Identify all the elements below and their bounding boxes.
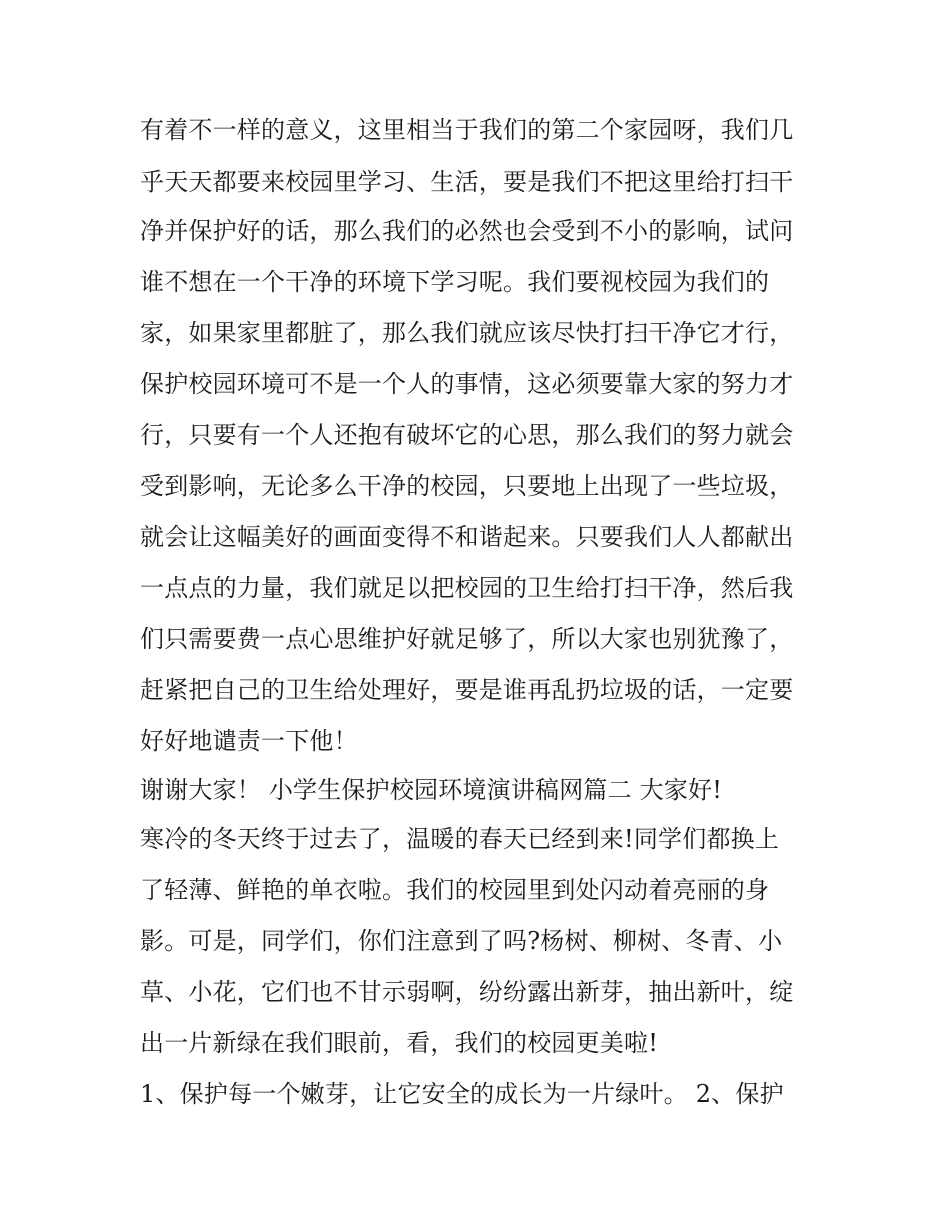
text-line: 家，如果家里都脏了，那么我们就应该尽快打扫干净它才行， <box>140 319 794 347</box>
text-line: 赶紧把自己的卫生给处理好，要是谁再乱扔垃圾的话，一定要 <box>140 676 794 704</box>
text-line: 乎天天都要来校园里学习、生活，要是我们不把这里给打扫干 <box>140 168 794 196</box>
text-line: 寒冷的冬天终于过去了，温暖的春天已经到来!同学们都换上 <box>140 825 780 853</box>
text-line: 一点点的力量，我们就足以把校园的卫生给打扫干净，然后我 <box>140 574 794 602</box>
text-line: 草、小花，它们也不甘示弱啊，纷纷露出新芽，抽出新叶，绽 <box>140 978 794 1006</box>
list-line: 1、保护每一个嫩芽，让它安全的成长为一片绿叶。 2、保护 <box>140 1080 784 1108</box>
text-line: 保护校园环境可不是一个人的事情，这必须要靠大家的努力才 <box>140 370 794 398</box>
text-line: 了轻薄、鲜艳的单衣啦。我们的校园里到处闪动着亮丽的身 <box>140 876 770 904</box>
text-line: 谁不想在一个干净的环境下学习呢。我们要视校园为我们的 <box>140 268 770 296</box>
text-line: 好好地谴责一下他！ <box>140 727 358 755</box>
text-line: 影。可是，同学们，你们注意到了吗?杨树、柳树、冬青、小 <box>140 927 783 955</box>
text-line: 有着不一样的意义，这里相当于我们的第二个家园呀，我们几 <box>140 116 794 144</box>
text-line: 出一片新绿在我们眼前，看，我们的校园更美啦! <box>140 1029 659 1057</box>
text-line: 们只需要费一点心思维护好就足够了，所以大家也别犹豫了， <box>140 625 794 653</box>
text-line: 净并保护好的话，那么我们的必然也会受到不小的影响，试问 <box>140 217 794 245</box>
text-line: 就会让这幅美好的画面变得不和谐起来。只要我们人人都献出 <box>140 523 794 551</box>
text-line: 行，只要有一个人还抱有破坏它的心思，那么我们的努力就会 <box>140 421 794 449</box>
heading-line: 谢谢大家！ 小学生保护校园环境演讲稿网篇二 大家好! <box>140 776 723 804</box>
text-line: 受到影响，无论多么干净的校园，只要地上出现了一些垃圾， <box>140 472 794 500</box>
